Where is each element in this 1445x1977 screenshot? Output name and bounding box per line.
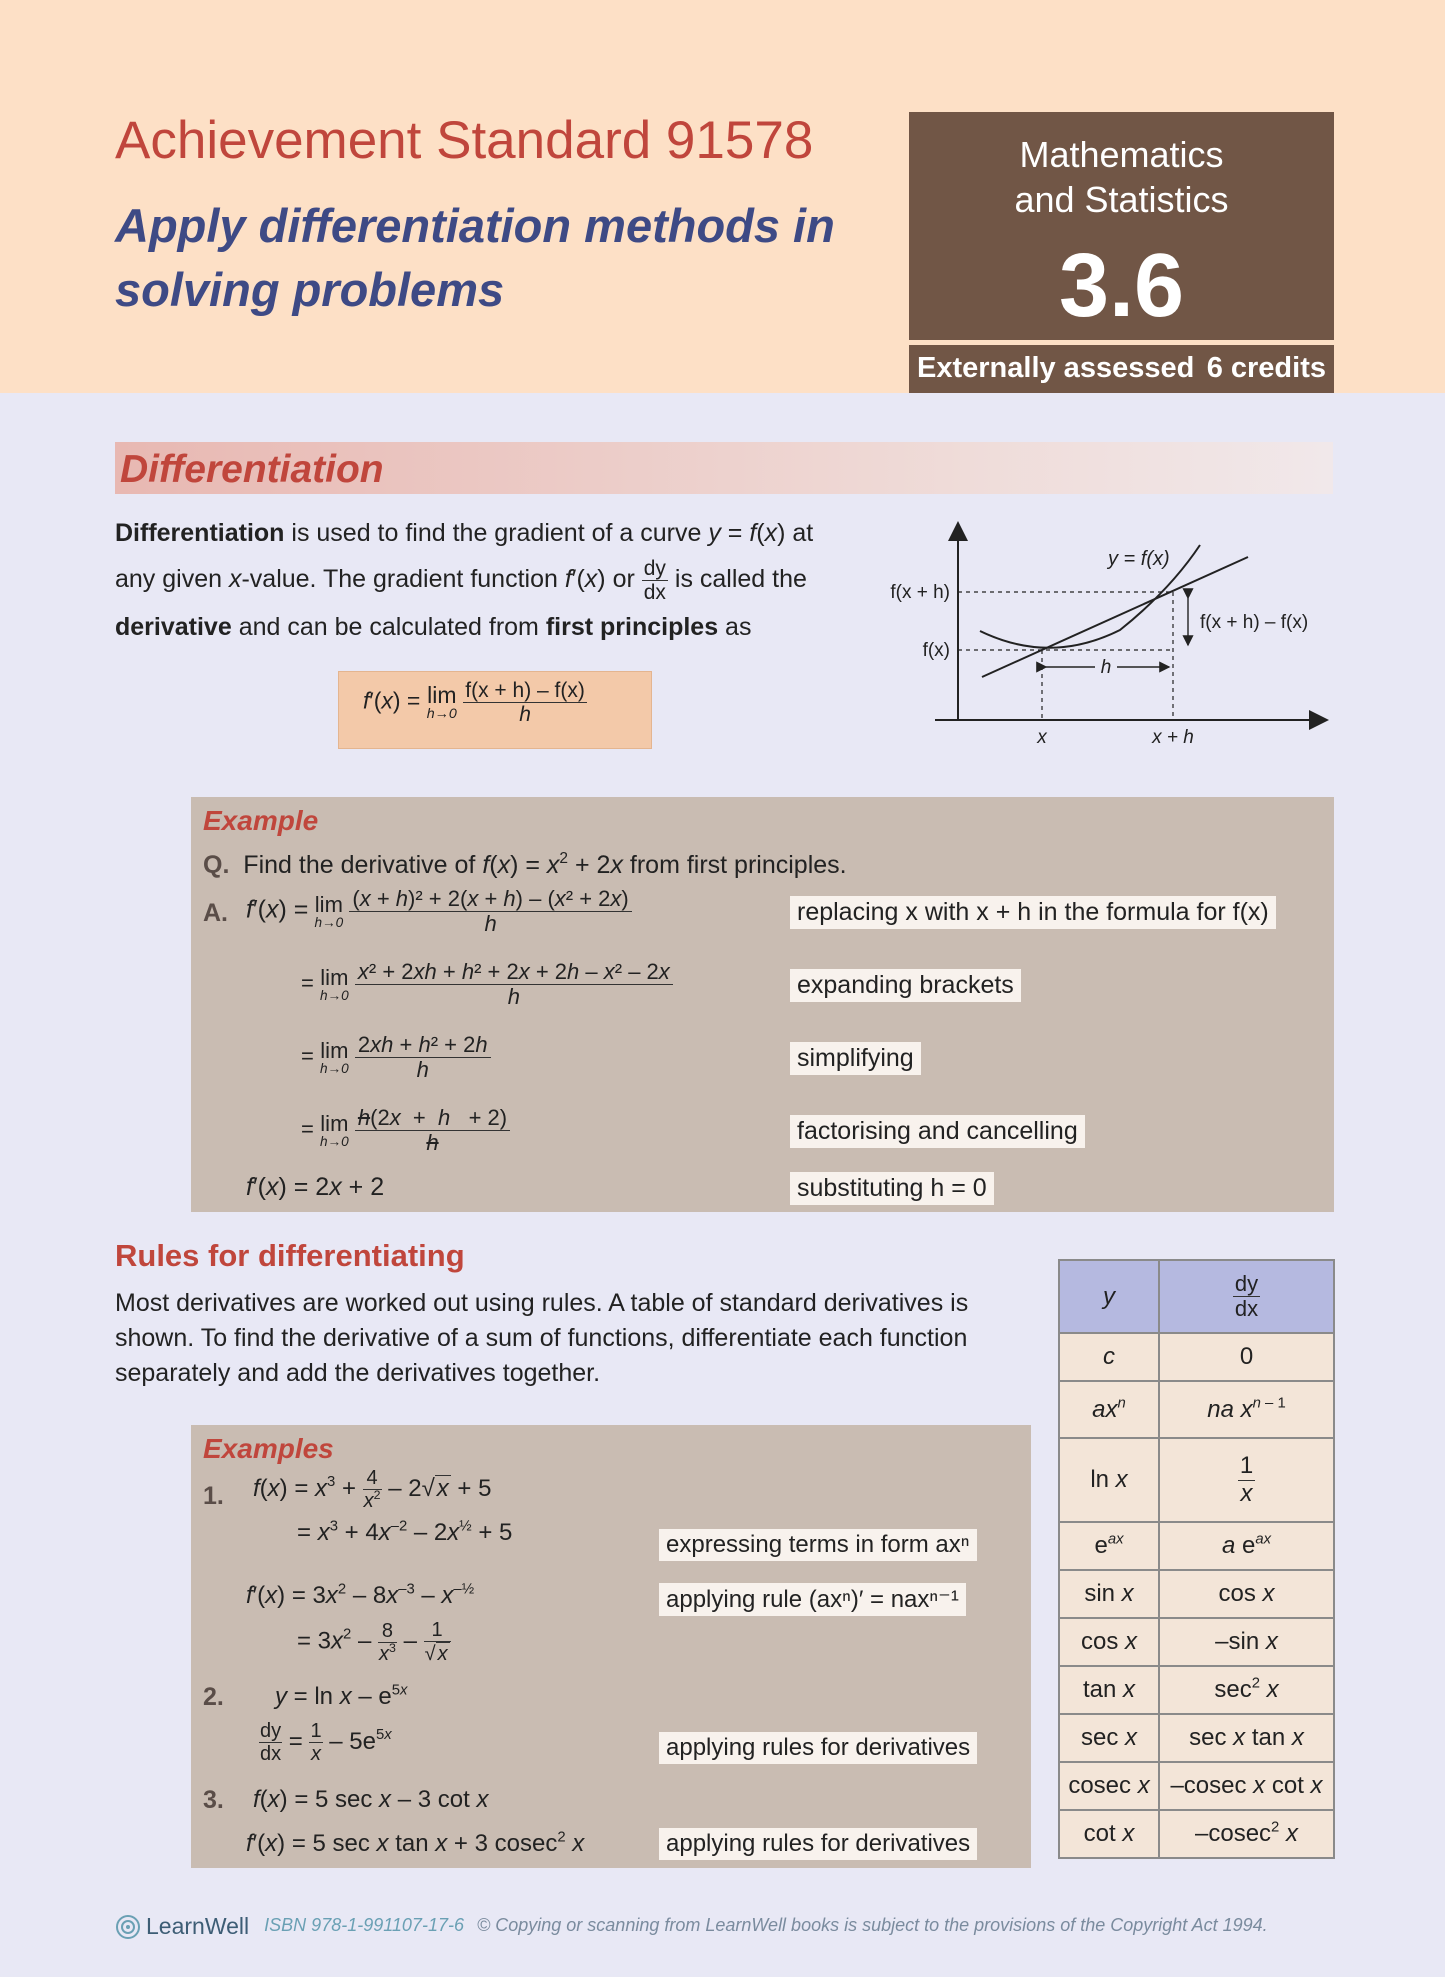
table-cell-y: $ax^n$ [1059, 1381, 1159, 1438]
note-form-axn: expressing terms in form axⁿ [659, 1529, 977, 1561]
table-cell-dy: $\frac{1}{x}$ [1159, 1438, 1334, 1522]
table-cell-y: sec x [1059, 1714, 1159, 1762]
subject-line2: and Statistics [1014, 179, 1229, 220]
differentiation-heading: Differentiation [120, 448, 384, 491]
working-result: f′(x) = 2x + 2 [246, 1173, 385, 1201]
table-cell-y: cot x [1059, 1810, 1159, 1858]
table-cell-dy: $\sec^2 x$ [1159, 1666, 1334, 1714]
rise-label: f(x + h) – f(x) [1200, 612, 1309, 633]
y-label-top: f(x + h) [890, 582, 950, 603]
table-cell-dy: –cosec$^2$ x [1159, 1810, 1334, 1858]
table-row [1059, 1714, 1334, 1762]
table-cell-dy: 0 [1159, 1333, 1334, 1381]
footer [115, 1913, 1335, 1940]
table-cell-y: sin x [1059, 1570, 1159, 1618]
note-replacing: replacing x with x + h in the formula for f(x) [790, 896, 1276, 929]
table-cell-dy: cos x [1159, 1570, 1334, 1618]
note-rules-1: applying rules for derivatives [659, 1732, 977, 1764]
table-row [1059, 1618, 1334, 1666]
table-cell-y: ln x [1059, 1438, 1159, 1522]
example1-line2: = $x^3 + 4x^{-2} - 2x^{\frac{1}{2}} + 5$ [297, 1518, 513, 1546]
example2-line2: $\frac{dy}{dx}$ = $\frac{1}{x}$ – $5e^{5x}$ [260, 1720, 392, 1765]
example1-line3: $f'(x) = 3x^2 - 8x^{-3} - x^{-\frac{1}{2}}$ [246, 1581, 475, 1609]
example-heading: Example [203, 805, 319, 836]
example-number-2: 2. [203, 1683, 224, 1711]
answer-label: A. [203, 899, 228, 927]
examples-box [191, 1425, 1031, 1868]
table-cell-y: cosec x [1059, 1762, 1159, 1810]
table-cell-dy: –cosec x cot x [1159, 1762, 1334, 1810]
table-cell-y: c [1059, 1333, 1159, 1381]
table-row [1059, 1333, 1334, 1381]
rules-heading: Rules for differentiating [115, 1238, 465, 1273]
footer-isbn: ISBN 978-1-991107-17-6 [264, 1915, 464, 1936]
y-label-bottom: f(x) [922, 640, 950, 661]
table-cell-y: tan x [1059, 1666, 1159, 1714]
table-header-row [1059, 1260, 1334, 1333]
table-cell-dy: a $e^{ax}$ [1159, 1522, 1334, 1570]
example1-line4: = $3x^2$ – $\frac{8}{x^3}$ – $\frac{1}{√ x}$ [297, 1619, 451, 1665]
intro-paragraph: Differentiation is used to find the gradient of a curve y = f(x) at any given x-value. The gradient function f′(x) or $\frac{dy}{dx}$ is called the derivative and can be calculated from first principles as [115, 519, 814, 641]
table-cell-dy: sec x tan x [1159, 1714, 1334, 1762]
table-row [1059, 1810, 1334, 1858]
example-number-1: 1. [203, 1482, 224, 1510]
table-row [1059, 1570, 1334, 1618]
first-principles-formula: f′(x) = lim h→0 $\frac{f(x + h) - f(x)}{h}$ [338, 671, 652, 749]
formula-numerator: f(x + h) – f(x) [465, 679, 585, 702]
subject-box [909, 112, 1334, 340]
assessment-type: Externally assessed [917, 352, 1195, 384]
table-row [1059, 1666, 1334, 1714]
working-line-1: f′(x) = lim h→0 $\frac{\text{(x + h)² + 2(x + h) – (x² + 2x)}}{h}$ [246, 887, 632, 936]
table-cell-y: cos x [1059, 1618, 1159, 1666]
table-row [1059, 1762, 1334, 1810]
subject-line1: Mathematics [1019, 134, 1224, 175]
example1-line1: $f(x) = x^3$ + $\frac{4}{x^2}$ – 2√x + 5 [253, 1467, 492, 1512]
footer-copyright: © Copying or scanning from LearnWell books is subject to the provisions of the Copyright Act 1994. [476, 1915, 1268, 1936]
differentiation-heading-bar [115, 442, 1333, 494]
note-expanding: expanding brackets [790, 969, 1021, 1002]
curve-label: y = f(x) [1108, 548, 1170, 570]
table-row [1059, 1381, 1334, 1438]
examples-heading: Examples [203, 1433, 334, 1464]
footer-brand: LearnWell [146, 1913, 250, 1939]
example2-line1: $y = \ln x - e^{5x}$ [275, 1682, 408, 1710]
rules-paragraph: Most derivatives are worked out using rules. A table of standard derivatives is shown. To find the derivative of a sum of functions, differentiate each function separately and add the derivatives together. [115, 1289, 969, 1387]
example-box [191, 797, 1334, 1212]
note-power-rule: applying rule (axⁿ)′ = naxⁿ⁻¹ [659, 1583, 966, 1616]
working-line-3: = lim h→0 $\frac{\text{2xh + h² + 2h}}{h}$ [301, 1033, 491, 1082]
table-cell-dy: –sin x [1159, 1618, 1334, 1666]
table-row [1059, 1522, 1334, 1570]
example3-line1: f(x) = 5 sec x – 3 cot x [253, 1786, 489, 1813]
example-number-3: 3. [203, 1786, 224, 1814]
table-row [1059, 1438, 1334, 1522]
table-cell-y: $e^{ax}$ [1059, 1522, 1159, 1570]
table-cell-dy: na $x^n$ $^{- 1}$ [1159, 1381, 1334, 1438]
note-simplifying: simplifying [790, 1042, 921, 1075]
note-factorising: factorising and cancelling [790, 1115, 1085, 1148]
working-line-4: = lim h→0 $\frac{h(2x + h + 2)}{h}$ [301, 1106, 510, 1155]
x-label-2: x + h [1152, 727, 1194, 748]
derivatives-table [1058, 1259, 1335, 1859]
header-dydx: $\frac{dy}{dx}$ [1159, 1260, 1334, 1333]
credits: 6 credits [1206, 352, 1326, 384]
x-label-1: x [1037, 727, 1047, 748]
note-substituting: substituting h = 0 [790, 1172, 994, 1205]
derivative-diagram [870, 515, 1340, 755]
note-rules-2: applying rules for derivatives [659, 1828, 977, 1860]
working-line-2: = lim h→0 $\frac{\text{x² + 2xh + h² + 2x + 2h – x² – 2x}}{h}$ [301, 960, 673, 1009]
assessment-bar [909, 345, 1334, 393]
h-label: h [1100, 657, 1112, 678]
example-question: Q. Find the derivative of $f(x) = x^2 + 2x$ from first principles. [203, 849, 847, 879]
formula-denominator: h [519, 703, 531, 727]
learnwell-logo-icon [115, 1914, 141, 1940]
standard-subtitle: Apply differentiation methods in solving problems [115, 199, 835, 316]
example3-line2: f′(x) = 5 sec x tan x + 3 cosec$^2$ x [246, 1829, 585, 1857]
header-y: y [1059, 1260, 1159, 1333]
standard-title: Achievement Standard 91578 [115, 111, 814, 170]
subject-name [909, 132, 1334, 222]
subject-level: 3.6 [1058, 236, 1185, 336]
